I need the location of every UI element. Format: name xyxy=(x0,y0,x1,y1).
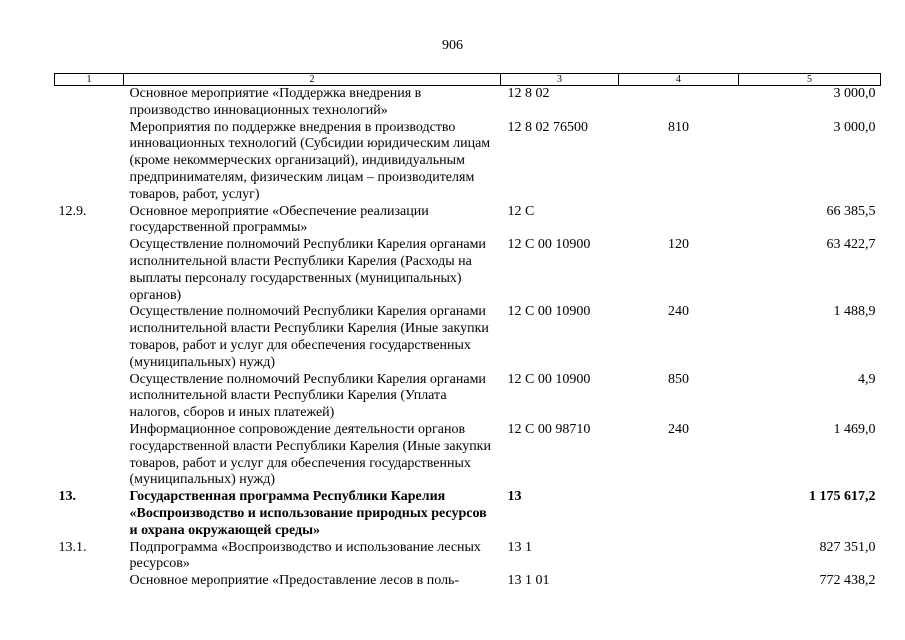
row-code: 12 8 02 76500 xyxy=(507,119,588,135)
row-expense-type xyxy=(619,489,739,539)
row-amount: 1 469,0 xyxy=(833,421,876,437)
table-row xyxy=(55,540,881,574)
row-code: 12 С 00 10900 xyxy=(507,237,591,253)
row-number xyxy=(55,573,124,590)
row-number: 12.9. xyxy=(58,203,87,219)
table-row xyxy=(55,372,881,422)
row-name: Осуществление полномочий Республики Карелия органами исполнительной власти Республики Карелия (Уплата налогов, сборов и иных платежей) xyxy=(129,371,486,421)
row-name: Основное мероприятие «Обеспечение реализации государственной программы» xyxy=(129,203,429,236)
row-name: Информационное сопровождение деятельности органов государственной власти Республики Карелия (Иные закупки товаров, работ и услуг для обеспечения государственных (муниципальных) нужд) xyxy=(129,421,491,488)
table-row xyxy=(55,120,881,204)
row-expense-type: 240 xyxy=(668,421,689,437)
row-number xyxy=(55,237,124,304)
row-code: 12 С 00 10900 xyxy=(507,371,591,387)
table-row xyxy=(55,304,881,371)
row-name: Подпрограмма «Воспроизводство и использование лесных ресурсов» xyxy=(129,539,481,572)
row-code: 13 1 01 xyxy=(507,573,550,589)
row-code: 12 С xyxy=(507,203,535,219)
row-code: 12 8 02 xyxy=(507,86,550,101)
budget-table xyxy=(54,73,881,590)
column-header-4: 4 xyxy=(619,74,739,86)
table-header xyxy=(55,74,881,86)
row-expense-type xyxy=(619,86,739,120)
row-amount: 63 422,7 xyxy=(826,237,876,253)
table-row xyxy=(55,573,881,590)
row-expense-type: 240 xyxy=(668,304,689,320)
row-code: 13 1 xyxy=(507,539,532,555)
row-name: Основное мероприятие «Поддержка внедрения в производство инновационных технологий» xyxy=(129,86,422,118)
row-name: Основное мероприятие «Предоставление лесов в поль- xyxy=(129,573,460,589)
row-amount: 3 000,0 xyxy=(833,86,876,101)
row-expense-type xyxy=(619,204,739,238)
row-amount: 827 351,0 xyxy=(819,539,876,555)
table-row xyxy=(55,422,881,489)
row-amount: 772 438,2 xyxy=(819,573,876,589)
table-body xyxy=(55,86,881,590)
table-row xyxy=(55,86,881,120)
row-expense-type: 120 xyxy=(668,237,689,253)
row-number: 13. xyxy=(58,489,76,505)
row-expense-type: 850 xyxy=(668,371,689,387)
row-amount: 4,9 xyxy=(858,371,876,387)
table-row xyxy=(55,489,881,539)
row-number xyxy=(55,422,124,489)
row-code: 13 xyxy=(507,489,522,505)
column-header-2: 2 xyxy=(124,74,501,86)
row-name: Государственная программа Республики Карелия «Воспроизводство и использование природных ресурсов и охрана окружающей среды» xyxy=(129,489,487,538)
row-name: Осуществление полномочий Республики Карелия органами исполнительной власти Республики Карелия (Расходы на выплаты персоналу государственных (муниципальных) органов) xyxy=(129,237,486,303)
row-expense-type: 810 xyxy=(668,119,689,135)
column-number-row xyxy=(55,74,881,86)
row-expense-type xyxy=(619,540,739,574)
row-amount: 1 175 617,2 xyxy=(809,489,876,505)
row-expense-type xyxy=(619,573,739,590)
page-number: 906 xyxy=(442,38,463,53)
row-amount: 3 000,0 xyxy=(833,119,876,135)
row-number xyxy=(55,304,124,371)
row-code: 12 С 00 98710 xyxy=(507,421,591,437)
table-row xyxy=(55,204,881,238)
row-amount: 66 385,5 xyxy=(826,203,876,219)
column-header-5: 5 xyxy=(739,74,881,86)
row-number xyxy=(55,86,124,120)
row-number xyxy=(55,120,124,204)
row-number: 13.1. xyxy=(58,539,87,555)
row-code: 12 С 00 10900 xyxy=(507,304,591,320)
row-name: Мероприятия по поддержке внедрения в производство инновационных технологий (Субсидии юридическим лицам (кроме некоммерческих организаций), индивидуальным предпринимателям, физическим лицам – производителям товаров, работ, услуг) xyxy=(129,119,491,202)
table-row xyxy=(55,237,881,304)
row-name: Осуществление полномочий Республики Карелия органами исполнительной власти Республики Карелия (Иные закупки товаров, работ и услуг для обеспечения государственных (муниципальных) нужд) xyxy=(129,304,489,370)
column-header-3: 3 xyxy=(501,74,619,86)
row-amount: 1 488,9 xyxy=(833,304,876,320)
row-number xyxy=(55,372,124,422)
column-header-1: 1 xyxy=(55,74,124,86)
